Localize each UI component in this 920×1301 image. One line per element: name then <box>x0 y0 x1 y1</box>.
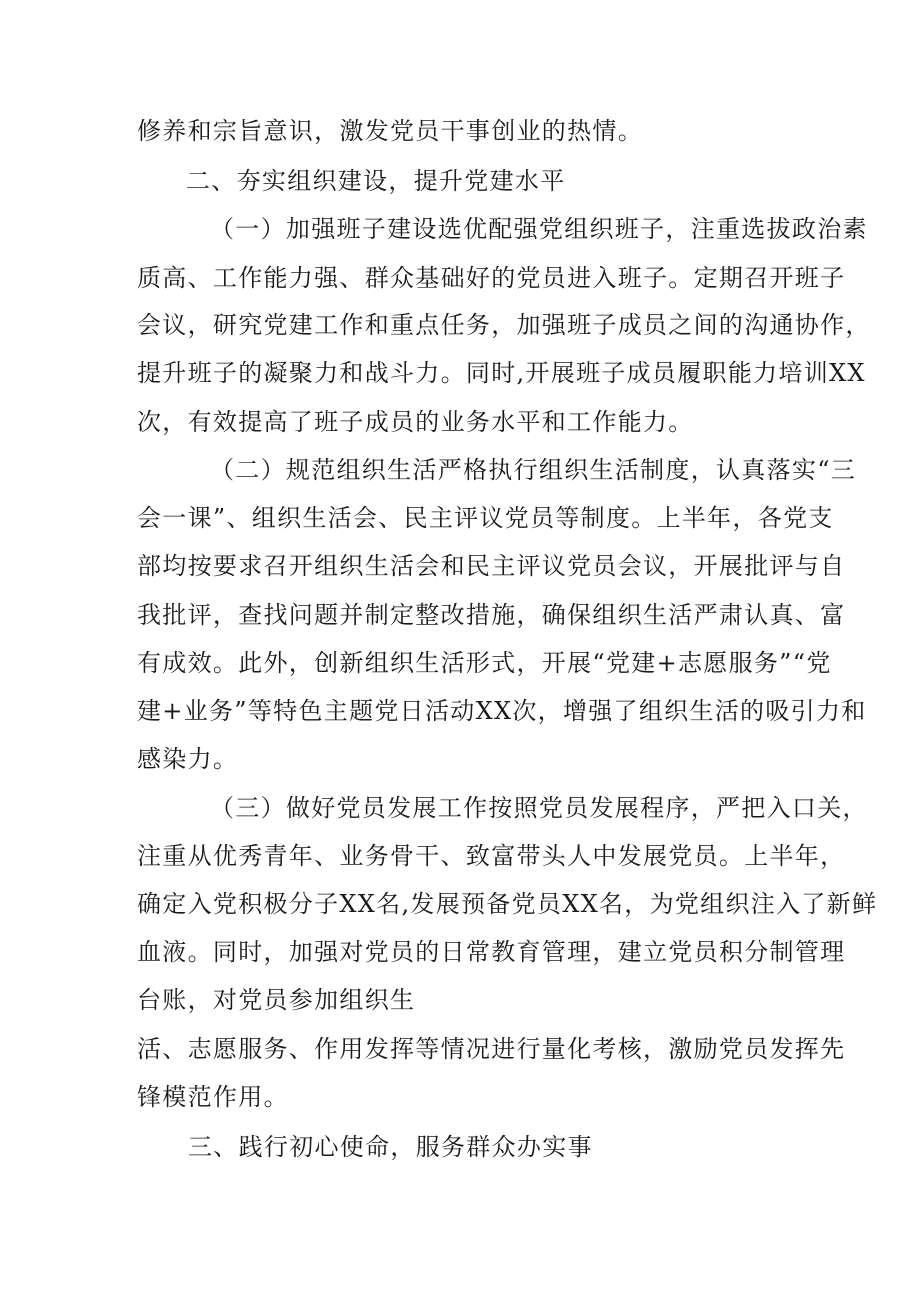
body-text-line: 我批评，查找问题并制定整改措施，确保组织生活严肃认真、富 <box>137 601 846 629</box>
subsection-heading: （一）加强班子建设选优配强党组织班子，注重选拔政治素 <box>210 215 868 243</box>
body-text-line: 会议，研究党建工作和重点任务，加强班子成员之间的沟通协作， <box>137 311 871 339</box>
body-text-line: 建+业务”等特色主题党日活动XX次，增强了组织生活的吸引力和 <box>137 697 867 725</box>
body-text-line: 次，有效提高了班子成员的业务水平和工作能力。 <box>137 408 694 436</box>
body-text-line: 确定入党积极分子XX名,发展预备党员XX名，为党组织注入了新鲜 <box>137 890 878 918</box>
section-heading: 二、夯实组织建设，提升党建水平 <box>186 167 566 195</box>
body-text-line: 血液。同时，加强对党员的日常教育管理，建立党员积分制管理 <box>137 938 846 966</box>
body-text-line: 有成效。此外，创新组织生活形式，开展“党建+志愿服务”“党 <box>137 649 832 677</box>
subsection-heading: （二）规范组织生活严格执行组织生活制度，认真落实“三 <box>210 456 857 484</box>
body-text-line: 锋模范作用。 <box>137 1083 289 1111</box>
subsection-heading: （三）做好党员发展工作按照党员发展程序，严把入口关， <box>210 794 868 822</box>
body-text-line: 活、志愿服务、作用发挥等情况进行量化考核，激励党员发挥先 <box>137 1035 846 1063</box>
body-text-line: 修养和宗旨意识，激发党员干事创业的热情。 <box>137 117 643 145</box>
body-text-line: 台账，对党员参加组织生 <box>137 986 416 1014</box>
body-text-line: 质高、工作能力强、群众基础好的党员进入班子。定期召开班子 <box>137 264 846 292</box>
section-heading: 三、践行初心使命，服务群众办实事 <box>188 1133 593 1161</box>
body-text-line: 感染力。 <box>137 745 239 773</box>
body-text-line: 提升班子的凝聚力和战斗力。同时,开展班子成员履职能力培训XX <box>137 359 866 387</box>
body-text-line: 注重从优秀青年、业务骨干、致富带头人中发展党员。上半年， <box>137 842 846 870</box>
body-text-line: 会一课”、组织生活会、民主评议党员等制度。上半年，各党支 <box>137 504 834 532</box>
body-text-line: 部均按要求召开组织生活会和民主评议党员会议，开展批评与自 <box>137 552 846 580</box>
